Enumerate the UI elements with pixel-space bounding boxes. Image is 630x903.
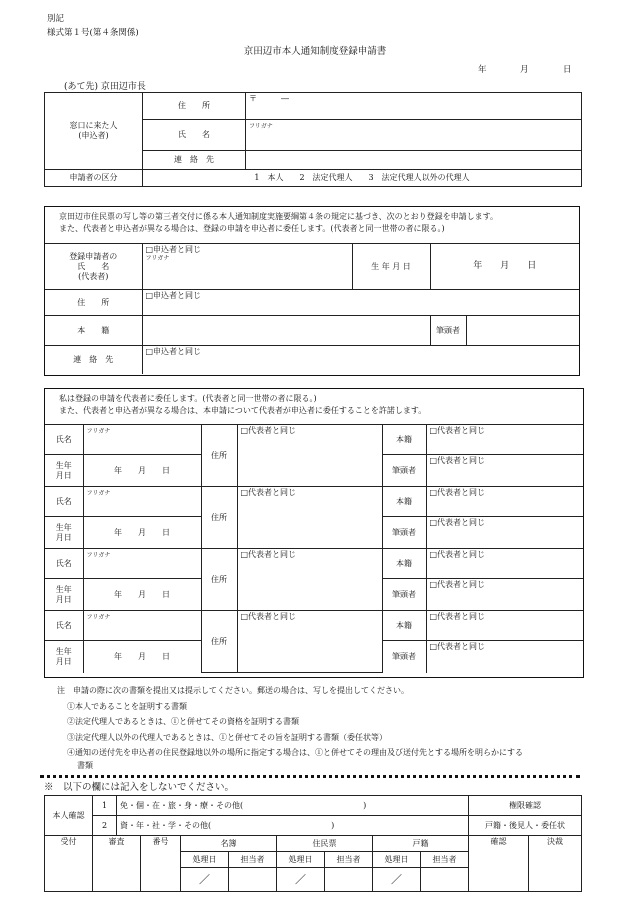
office-use-warning: ※ 以下の欄には記入をしないでください。 [44,782,235,793]
delegator-honseki-field[interactable] [426,425,583,455]
applicant-address-field[interactable]: 〒 ― [246,93,582,120]
applicant-name-label: 氏 名 [143,120,246,151]
meibo-date-label: 処理日 [181,852,229,868]
juminhyo-date-field: ／ [277,868,325,892]
koseki-staff-field [421,868,469,892]
juminhyo-staff-label: 担当者 [325,852,373,868]
delegator-hittousha-label: 筆頭者 [382,455,426,487]
delegator-hittousha-field[interactable] [426,517,583,549]
applicant-name-field[interactable]: フリガナ [246,120,582,151]
registrant-table [45,243,579,374]
col-uketsuke: 受付 [45,836,93,892]
registrant-honseki-label: 本 籍 [45,316,142,346]
delegator-hittousha-field[interactable] [426,579,583,611]
same-as-applicant-checkbox[interactable]: □申込者と同じ [145,245,202,254]
delegator-name-label: 氏名 [45,425,83,455]
delegator-hittousha-field[interactable] [426,455,583,487]
applicant-table [44,92,582,187]
delegator-name-field[interactable]: フリガナ [83,611,201,641]
same-as-rep-checkbox[interactable]: □代表者と同じ [429,550,486,559]
delegator-name-field[interactable]: フリガナ [83,549,201,579]
col-kakunin: 確認 [469,836,529,892]
same-as-rep-checkbox[interactable]: □代表者と同じ [429,456,486,465]
applicant-address-label: 住 所 [143,93,246,120]
date-year: 年 [478,65,487,75]
same-as-rep-checkbox[interactable]: □代表者と同じ [240,550,297,559]
identity-row-2-docs: 資・年・社・学・その他( ) [117,816,469,836]
delegator-name-label: 氏名 [45,549,83,579]
delegator-hittousha-field[interactable] [426,641,583,673]
juminhyo-staff-field [325,868,373,892]
same-as-rep-checkbox[interactable]: □代表者と同じ [429,642,486,651]
delegator-address-label: 住所 [201,611,237,673]
delegator-address-field[interactable] [237,487,382,549]
notes [57,683,523,771]
col-shinsa: 審査 [93,836,141,892]
col-bangou: 番号 [141,836,181,892]
delegator-honseki-field[interactable] [426,611,583,641]
form-number: 様式第１号(第４条関係) [47,28,139,38]
delegator-dob-field[interactable]: 年 月 日 [83,455,201,487]
delegator-name-label: 氏名 [45,611,83,641]
delegator-dob-label: 生年 月日 [45,641,83,673]
col-koseki: 戸籍 [373,836,469,852]
registrant-dob-label: 生 年 月 日 [352,244,430,290]
col-juminhyo: 住民票 [277,836,373,852]
identity-row-1-docs: 免・個・在・旅・身・療・その他( ) [117,796,469,816]
delegation-intro-1: 私は登録の申請を代表者に委任します。(代表者と同一世帯の者に限る。) [59,394,317,403]
same-as-rep-checkbox[interactable]: □代表者と同じ [429,426,486,435]
note-3: ③法定代理人以外の代理人であるときは、①と併せてその旨を証明する書類（委任状等） [67,732,387,742]
applicant-type-label: 申請者の区分 [45,170,143,187]
col-kessai: 決裁 [529,836,582,892]
delegation-intro-2: また、代表者と申込者が異なる場合は、本申請について代表者が申込者に委任することを許諾します。 [59,406,427,415]
delegator-honseki-label: 本籍 [382,611,426,641]
col-meibo: 名簿 [181,836,277,852]
delegator-honseki-label: 本籍 [382,425,426,455]
delegation-table [45,424,583,673]
delegator-dob-label: 生年 月日 [45,517,83,549]
registrant-hittousha-field[interactable] [466,316,579,346]
delegator-honseki-field[interactable] [426,549,583,579]
form-annex-label: 別記 [47,14,65,24]
applicant-contact-label: 連 絡 先 [143,151,246,170]
meibo-date-field: ／ [181,868,229,892]
delegator-honseki-field[interactable] [426,487,583,517]
juminhyo-date-label: 処理日 [277,852,325,868]
registrant-contact-label: 連 絡 先 [45,346,142,374]
delegator-name-field[interactable]: フリガナ [83,425,201,455]
delegator-address-field[interactable] [237,611,382,673]
delegator-address-label: 住所 [201,487,237,549]
delegator-hittousha-label: 筆頭者 [382,517,426,549]
note-4-cont: 書類 [77,760,93,770]
registrant-dob-field[interactable]: 年 月 日 [430,244,579,290]
registrant-address-label: 住 所 [45,290,142,316]
delegator-hittousha-label: 筆頭者 [382,641,426,673]
delegator-address-label: 住所 [201,549,237,611]
authority-check-label: 権限確認 [469,796,582,816]
applicant-label: 窓口に来た人 (申込者) [45,93,143,170]
delegator-address-label: 住所 [201,425,237,487]
same-as-rep-checkbox[interactable]: □代表者と同じ [240,612,297,621]
applicant-type-options[interactable]: 1 本人 2 法定代理人 3 法定代理人以外の代理人 [143,170,582,187]
delegator-dob-field[interactable]: 年 月 日 [83,579,201,611]
same-as-rep-checkbox[interactable]: □代表者と同じ [429,580,486,589]
delegation-section [44,388,584,678]
identity-check-label: 本人確認 [45,796,93,836]
identity-row-2-no: 2 [93,816,117,836]
identity-row-1-no: 1 [93,796,117,816]
note-1: ①本人であることを証明する書類 [67,701,187,711]
delegator-hittousha-label: 筆頭者 [382,579,426,611]
delegator-address-field[interactable] [237,549,382,611]
registrant-section [44,206,580,376]
note-4: ④通知の送付先を申込者の住民登録地以外の場所に指定する場合は、①と併せてその理由及び送付先とする場所を明らかにする [67,748,523,758]
registrant-honseki-field[interactable] [142,316,430,346]
delegator-address-field[interactable] [237,425,382,487]
office-table [44,795,582,892]
meibo-staff-field [229,868,277,892]
notes-head: 注 申請の際に次の書類を提出又は提示してください。郵送の場合は、写しを提出してください。 [57,686,409,695]
registrant-contact-field[interactable]: □申込者と同じ [142,346,579,374]
delegator-dob-field[interactable]: 年 月 日 [83,517,201,549]
addressee: (あて先) 京田辺市長 [64,82,146,92]
registrant-name-label: 登録申請者の 氏 名 (代表者) [45,244,142,290]
delegator-dob-label: 生年 月日 [45,579,83,611]
same-as-rep-checkbox[interactable]: □代表者と同じ [429,488,486,497]
registrant-hittousha-label: 筆頭者 [430,316,466,346]
page-title: 京田辺市本人通知制度登録申請書 [243,46,387,57]
registrant-name-field[interactable]: □申込者と同じ フリガナ [142,244,352,290]
delegator-dob-label: 生年 月日 [45,455,83,487]
delegator-honseki-label: 本籍 [382,487,426,517]
meibo-staff-label: 担当者 [229,852,277,868]
registrant-intro-1: 京田辺市住民票の写し等の第三者交付に係る本人通知制度実施要綱第４条の規定に基づき、次のとおり登録を申請します。 [59,212,499,221]
delegator-honseki-label: 本籍 [382,549,426,579]
applicant-contact-field[interactable] [246,151,582,170]
registrant-intro-2: また、代表者と申込者が異なる場合は、登録の申請を申込者に委任します。(代表者と同一世帯の者に限る。) [59,224,445,233]
koseki-staff-label: 担当者 [421,852,469,868]
same-as-rep-checkbox[interactable]: □代表者と同じ [240,488,297,497]
same-as-rep-checkbox[interactable]: □代表者と同じ [240,426,297,435]
delegator-name-field[interactable]: フリガナ [83,487,201,517]
koseki-date-label: 処理日 [373,852,421,868]
date-day: 日 [563,65,572,75]
date-month: 月 [520,65,529,75]
registrant-address-field[interactable]: □申込者と同じ [142,290,579,316]
authority-check-docs: 戸籍・後見人・委任状 [469,816,582,836]
delegator-name-label: 氏名 [45,487,83,517]
same-as-rep-checkbox[interactable]: □代表者と同じ [429,612,486,621]
delegator-dob-field[interactable]: 年 月 日 [83,641,201,673]
note-2: ②法定代理人であるときは、①と併せてその資格を証明する書類 [67,717,299,727]
koseki-date-field: ／ [373,868,421,892]
dotted-separator [40,775,580,778]
same-as-rep-checkbox[interactable]: □代表者と同じ [429,518,486,527]
